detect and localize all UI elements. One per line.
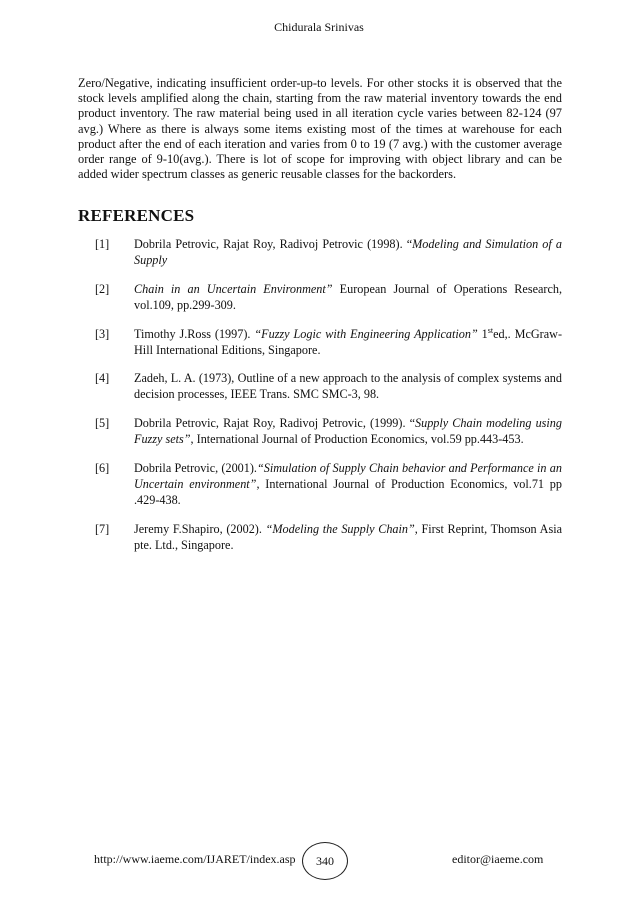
reference-text bbox=[134, 460, 562, 508]
footer-url-link[interactable]: http://www.iaeme.com/IJARET/index.asp bbox=[94, 852, 296, 866]
reference-text-plain: Dobrila Petrovic, Rajat Roy, Radivoj Petrovic, (1999). “ bbox=[134, 416, 415, 431]
reference-text-plain: International Journal of Production Economics, vol.71 pp .429-438. bbox=[134, 476, 562, 507]
reference-text-plain: European Journal of Operations Research, vol.109, pp.299-309. bbox=[134, 281, 562, 312]
reference-text bbox=[134, 521, 562, 553]
reference-text-italic: Modeling and Simulation of a Supply bbox=[134, 237, 562, 267]
reference-number: [7] bbox=[95, 521, 110, 536]
reference-text-plain: , First Reprint, Thomson Asia pte. Ltd., Singapore. bbox=[134, 521, 562, 552]
reference-text-plain: Jeremy F.Shapiro, (2002). bbox=[134, 521, 266, 536]
reference-list bbox=[78, 236, 562, 566]
references-heading: REFERENCES bbox=[78, 206, 195, 225]
reference-text-plain: , International Journal of Production Economics, vol.59 pp.443-453. bbox=[190, 432, 524, 447]
reference-text bbox=[134, 415, 562, 447]
reference-item-2 bbox=[78, 281, 562, 313]
running-header-author: Chidurala Srinivas bbox=[274, 20, 364, 34]
reference-number: [2] bbox=[95, 281, 110, 296]
reference-item-1 bbox=[78, 236, 562, 268]
reference-text bbox=[134, 370, 562, 402]
reference-text-italic: Supply Chain modeling using Fuzzy sets” bbox=[134, 416, 562, 447]
reference-item-3 bbox=[78, 326, 562, 358]
reference-item-7 bbox=[78, 521, 562, 553]
reference-number: [6] bbox=[95, 460, 110, 475]
reference-text-italic: “Modeling the Supply Chain” bbox=[265, 521, 415, 536]
footer-email-link[interactable]: editor@iaeme.com bbox=[452, 852, 544, 866]
reference-number: [5] bbox=[95, 416, 110, 431]
reference-text-plain: Timothy J.Ross (1997). bbox=[134, 326, 255, 341]
page-number-badge: 340 bbox=[302, 842, 348, 880]
reference-text-plain: 1 bbox=[477, 326, 488, 341]
page-footer bbox=[0, 842, 638, 882]
reference-number: [3] bbox=[95, 326, 110, 341]
reference-text-italic: Chain in an Uncertain Environment” bbox=[134, 281, 333, 296]
reference-text-plain: Zadeh, L. A. (1973), Outline of a new approach to the analysis of complex systems and decision processes, IEEE Trans. SMC SMC-3, 98. bbox=[134, 371, 562, 402]
reference-item-5 bbox=[78, 415, 562, 447]
body-paragraph: Zero/Negative, indicating insufficient order-up-to levels. For other stocks it is observed that the stock levels amplified along the chain, starting from the raw material inventory towards the end product inventory. The raw material being used in all iteration cycle varies between 82-124 (97 avg.) Where as there is always some items existing most of the times at warehouse for each product after the end of each iteration and varies from 0 to 19 (7 avg.) with the customer average order range of 9-10(avg.). There is lot of scope for improving with object library and can be added wider spectrum classes as generic reusable classes for the backorders. bbox=[78, 76, 562, 182]
reference-text-italic: “Fuzzy Logic with Engineering Application” bbox=[254, 326, 478, 341]
reference-text-plain: Dobrila Petrovic, (2001). bbox=[134, 460, 257, 475]
reference-text-plain: ed,. McGraw-Hill International Editions, Singapore. bbox=[134, 326, 563, 357]
reference-item-6 bbox=[78, 460, 562, 508]
reference-superscript: st bbox=[487, 325, 494, 335]
reference-number: [1] bbox=[95, 237, 110, 251]
reference-text bbox=[134, 326, 562, 358]
reference-text bbox=[134, 236, 562, 268]
reference-number: [4] bbox=[95, 371, 110, 386]
reference-text-plain: Dobrila Petrovic, Rajat Roy, Radivoj Petrovic (1998). “ bbox=[134, 237, 413, 251]
reference-text-italic: “Simulation of Supply Chain behavior and Performance in an Uncertain environment”, bbox=[134, 460, 562, 491]
reference-text bbox=[134, 281, 562, 313]
reference-item-4 bbox=[78, 370, 562, 402]
